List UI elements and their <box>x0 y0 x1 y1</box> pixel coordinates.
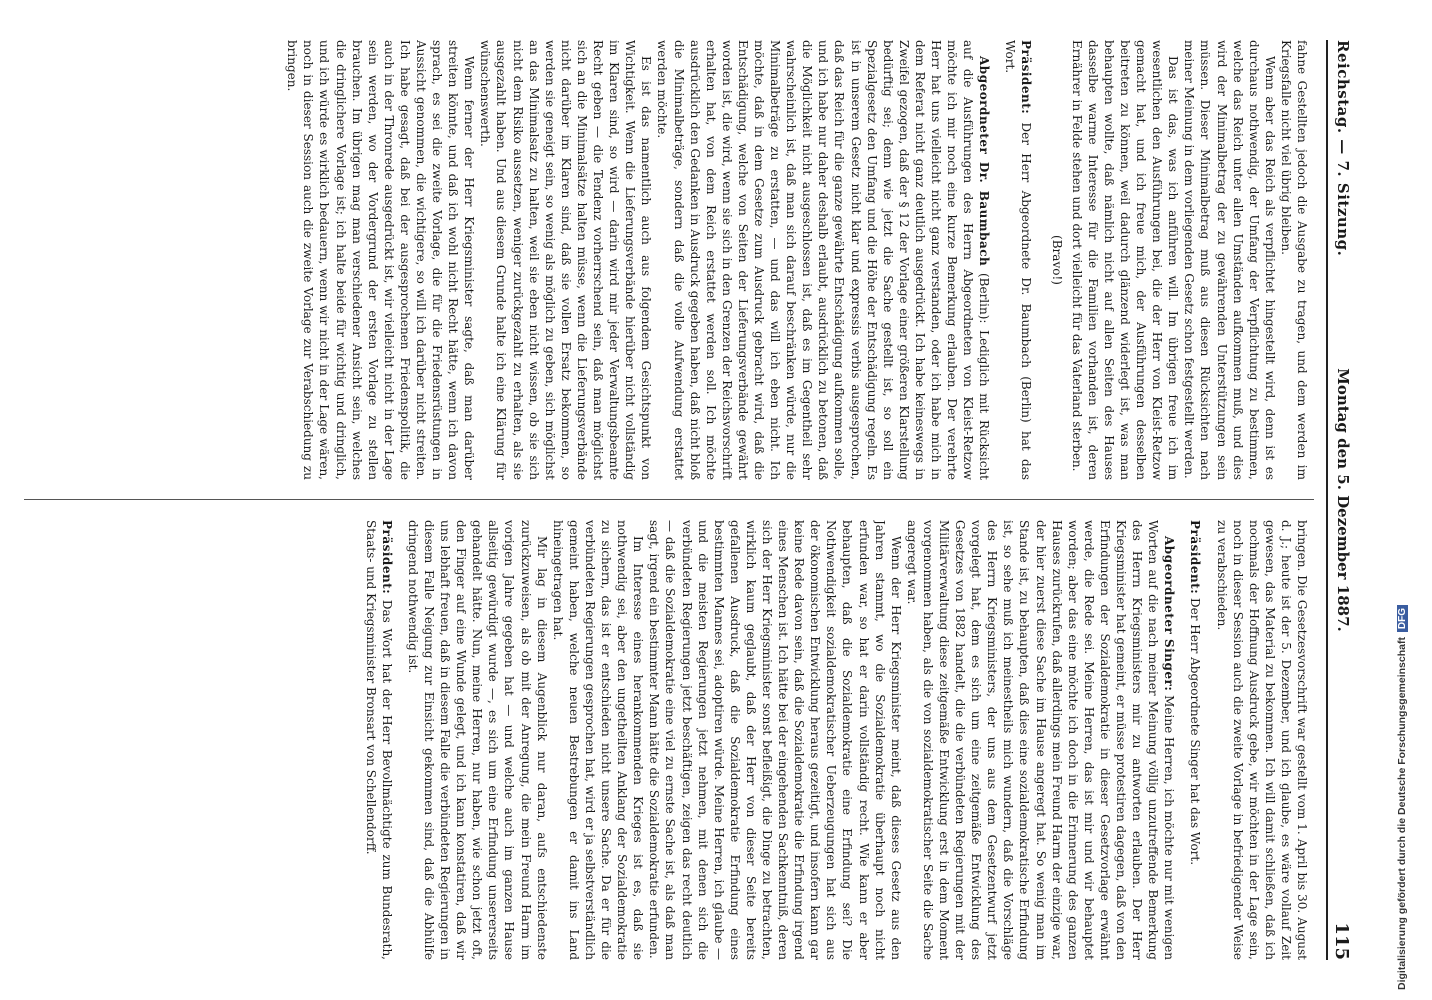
speaker-name: Abgeordneter Singer: <box>1162 536 1177 692</box>
paragraph-gap <box>992 40 1002 480</box>
paragraph-gap <box>395 520 405 960</box>
paragraph <box>1181 40 1278 480</box>
paragraph-text: Im Interesse eines herankommenden Krieges ist es, daß sie nothwendig sei, aber den ungetheilten Anklang der Sozialdemokratie zu sichern, das ist er entschieden nicht unsere Sache. Da er für die verbündeten Regierungen gesprochen hat, wird er ja selbstverständlich gemeint haben, welche neuen Bestrebungen er damit ins Land hineingetragen hat. <box>550 520 646 960</box>
paragraph-gap <box>1035 40 1045 480</box>
paragraph-text: Der Herr Abgeordnete Dr. Baumbach (Berlin) hat das Wort. <box>1003 40 1034 480</box>
text-column-right <box>10 520 1310 960</box>
paragraph <box>654 40 992 480</box>
column-divider <box>24 499 1314 500</box>
speaker-name: Abgeordneter Dr. Baumbach <box>977 56 992 267</box>
paragraph <box>1187 520 1203 960</box>
paragraph-text: Der Herr Abgeordnete Singer hat das Wort. <box>1188 598 1203 866</box>
speaker-name: Präsident: <box>379 520 394 595</box>
header-left-title: Reichstag. — 7. Sitzung. <box>1334 40 1352 257</box>
paragraph-text: Das ist das, was ich anführen will. Im übrigen freue ich im wesentlichen den Ausführungen bei, die der Herr von Kleist-Retzow gemacht hat, und ich freue mich, der Ausführungen desselben beitreten zu können, weil dadurch glänzend widerlegt ist, was man behaupten wollte, daß nämlich nicht auf allen Seiten des Hauses dasselbe warme Interesse für die Familien vorhanden ist, deren Ernährer in Felde stehen und dort vielleicht für das Vaterland sterben. <box>1069 40 1181 480</box>
speaker-name: Präsident: <box>1019 40 1034 115</box>
paragraph-text: Wenn der Herr Kriegsminister meint, daß dieses Gesetz aus den Jahren stammt, wo die Sozialdemokratie überhaupt noch nicht erfunden war, so hat er darin vollständig recht. Wie kann er aber behaupten, daß die Sozialdemokratie eine Erfindung sei? Die Nothwendigkeit sozialdemokratischer Ueberzeugungen hat sich aus der ökonomischen Entwicklung heraus gezeitigt, und insofern kann gar keine Rede davon sein, daß die Sozialdemokratie die Erfindung irgend eines Menschen ist. Ich hätte bei der eingehenden Sachkenntniß, deren sich der Herr Kriegsminister sonst befleißigt, die Dinge zu betrachten, wirklich kaum geglaubt, daß der Herr von dieser Seite bereits gefallenen Ausdruck, daß die Sozialdemokratie Erfindung eines bestimmten Mannes sei, adoptiren würde. Meine Herren, ich glaube — und die meisten Regierungen jetzt nehmen, mit denen sich die verbündeten Regierungen jetzt beschäftigen, zeigen das recht deutlich — daß die Sozialdemokratie eine viel zu ernste Sache ist, als daß man sagt, irgend ein bestimmter Mann hätte die Sozialdemokratie erfunden. <box>647 520 903 960</box>
paragraph-text: fahne Gestellten jedoch die Ausgabe zu tragen, und dem werden im Kriegsfalle nicht viel übrig bleiben. <box>1278 40 1309 480</box>
paragraph-text: (Berlin): Lediglich mit Rücksicht auf die Ausführungen des Herrn Abgeordneten von Kleist-Retzow möchte ich mir noch eine kurze Bemerkung erlauben. Der verehrte Herr hat uns vielleicht nicht ganz verstanden, oder ich habe mich in dem Referat nicht ganz deutlich ausgedrückt. Ich habe keineswegs in Zweifel gezogen, daß der § 12 der Vorlage einer größeren Klarstellung bedürftig sei; denn wie jetzt die Sache gestellt ist, so soll ein Spezialgesetz den Umfang und die Höhe der Entschädigung regeln. Es ist in unserem Gesetz nicht klar und expressis verbis ausgesprochen, daß das Reich für die ganze gewährte Entschädigung aufkommen solle, und ich habe nur daher deshalb erlaubt, ausdrücklich zu betonen, daß die Möglichkeit nicht ausgeschlossen ist, daß es im Gegentheil sehr wahrscheinlich ist, daß man sich darauf beschränken würde, nur die Minimalbeträge zu erstatten, — und das will ich eben nicht. Ich möchte, daß in dem Gesetze zum Ausdruck gebracht wird, daß die Entschädigung, welche von Seiten der Lieferungsverbände gewährt worden ist, die wird, wenn sie sich in den Grenzen der Reichsvorschrift erhalten hat, von dem Reich erstattet werden soll. Ich möchte ausdrücklich den Gedanken in Ausdruck gegeben haben, daß nicht bloß die Minimalbeträge, sondern daß die volle Aufwendung erstattet werden möchte. <box>655 40 992 480</box>
paragraph <box>904 520 1178 960</box>
paragraph-text: Das Wort hat der Herr Bevollmächtigte zum Bundesrath, Staats- und Kriegsminister Bronsart von Schellendorff. <box>363 520 394 960</box>
paragraph <box>1002 40 1034 480</box>
paragraph <box>477 40 654 480</box>
paragraph <box>1069 40 1182 480</box>
paragraph <box>284 40 477 480</box>
paragraph <box>1278 40 1310 480</box>
paragraph-text: Wenn aber das Reich als verpflichtet hingestellt wird, denn ist es durchaus nothwendig, der Umfang der Verpflichtung zu bestimmen, welche das Reich unter allen Umständen aufkommen muß, und dies wird der Minimalbetrag der zu gewährenden Unterstützungen sein müssen. Dieser Minimalbetrag muß aus diesen Rücksichten nach meiner Meinung in dem vorliegenden Gesetz schon festgestellt werden. <box>1182 40 1277 480</box>
paragraph <box>646 520 904 960</box>
digitization-note <box>1396 10 1408 990</box>
paragraph-text: Mir lag in diesem Augenblick nur daran, aufs entschiedenste zurückzuweisen, als ob mit der Anregung, die mein Freund Harm im vorigen Jahre gegeben hat — und welche auch im ganzen Hause allseitig gewürdigt wurde —, es sich um eine Erfindung unsererseits gehandelt hätte. Nun, meine Herren, nur haben, wie schon jetzt oft, den Finger auf eine Wunde gelegt, und ich kann konstatiren, daß wir uns lebhaft freuen, daß in diesem Falle die verbündeten Regierungen in diesem Falle Neigung zur Einsicht gekommen sind, daß die Abhülfe dringend nothwendig ist. <box>405 520 549 960</box>
paragraph-gap <box>1177 520 1187 960</box>
paragraph-text: Wenn ferner der Herr Kriegsminister sagte, daß man darüber streiten könnte, und daß ich wohl nicht Recht hätte, wenn ich davon sprach, es sei die zweite Vorlage, die für die Friedensrüstungen in Aussicht genommen, die wichtigere, so will ich darüber nicht streiten. Ich habe gesagt, daß bei der ausgesprochenen Friedenspolitik, die auch in der Thronrede ausgedrückt ist, wir vielleicht nicht in der Lage sein werden, wo der Vordergrund der ersten Vorlage zu stellen brauchen. Im übrigen mag man verschiedener Ansicht sein, welches die dringlichere Vorlage ist; ich halte beide für wichtig und dringlich, und ich würde es wirklich bedauern, wenn wir nicht in der Lage wären, noch in dieser Session auch die zweite Vorlage zur Verabschiedung zu bringen. <box>285 40 477 480</box>
text-column-left <box>10 40 1310 480</box>
header-date: Montag den 5. Dezember 1887. <box>1334 368 1352 632</box>
header-rule <box>1326 40 1328 960</box>
paragraph <box>363 520 395 960</box>
margin-note <box>1392 0 1432 1000</box>
interjection <box>1049 40 1065 480</box>
speaker-name: Präsident: <box>1188 520 1203 595</box>
paragraph-text: bringen. Die Gesetzesvorschrift war gestellt vom 1. April bis 30. August d. J.; heute ist der 5. Dezember, und ich glaube, es wäre vollauf Zeit gewesen, das Material zu bekommen. Ich will damit schließen, daß ich nochmals der Hoffnung Ausdruck gebe, wir möchten in der Lage sein, noch in dieser Session auch die zweite Vorlage in befriedigender Weise zu verabschieden. <box>1214 520 1309 960</box>
dfg-logo-badge: DFG <box>1397 605 1408 632</box>
paragraph-text: Es ist das namentlich auch aus folgendem Gesichtspunkt von Wichtigkeit. Wenn die Lieferungsverbände hierüber nicht vollständig im Klaren sind, so wird — darin wird mir jeder Verwaltungsbeamte Recht geben — die Tendenz vorherrschend sein, daß man möglichst sich an die Minimalsätze halten müsse, wenn die Lieferungsverbände nicht darüber im Klaren sind, daß sie vollen Ersatz bekommen, so werden sie geneigt sein, so wenig als möglich zu geben, sich möglichst an das Minimalsatz zu halten, weil sie eben nicht wissen, ob sie sich nicht dem Risiko aussetzen, weniger zurückgezahlt zu erhalten, als sie ausgezahlt haben. Und aus diesem Grunde halte ich eine Klärung für wünschenswerth. <box>478 40 654 480</box>
paragraph-gap <box>1203 520 1213 960</box>
digitization-note-text: Digitalisierung gefördert durch die Deutsche Forschungsgemeinschaft <box>1396 637 1408 990</box>
paragraph-text: Meine Herren, ich möchte nur mit wenigen Worten auf die nach meiner Meinung völlig unzutreffende Bemerkung des Herrn Kriegsministers mir zu antworten erlauben. Der Herr Kriegsminister hat gemeint, er müsse protestiren dagegen, daß von den Erfindungen der Sozialdemokratie in dieser Gesetzvorlage erwähnt werde, die Rede sei. Meine Herren, das ist mir und wir behauptet worden; aber das eine möchte ich doch in die Erinnerung des ganzen Hauses zurückrufen, daß allerdings mein Freund Harm der einzige war, der hier zuerst diese Sache im Hause angeregt hat. So wenig man im Stande ist, zu behaupten, daß dies eine sozialdemokratische Erfindung ist, so sehe muß ich meinestheils mich wundern, daß die Vorschläge des Herrn Kriegsministers, der uns aus dem Gesetzentwurf jetzt vorgelegt hat, dem es sich um eine zeitgemäße Entwicklung des Gesetzes von 1882 handelt, die die verbündeten Regierungen mit der Militärverwaltung diese zeitgemäße Entwicklung erst in dem Moment vorgenommen haben, als die von sozialdemokratischer Seite die Sache angeregt war. <box>904 520 1177 960</box>
paragraph <box>405 520 550 960</box>
paragraph <box>550 520 647 960</box>
paragraph <box>1213 520 1310 960</box>
paragraph-text: (Bravo!) <box>1049 235 1064 285</box>
page-number: 115 <box>1331 922 1352 960</box>
